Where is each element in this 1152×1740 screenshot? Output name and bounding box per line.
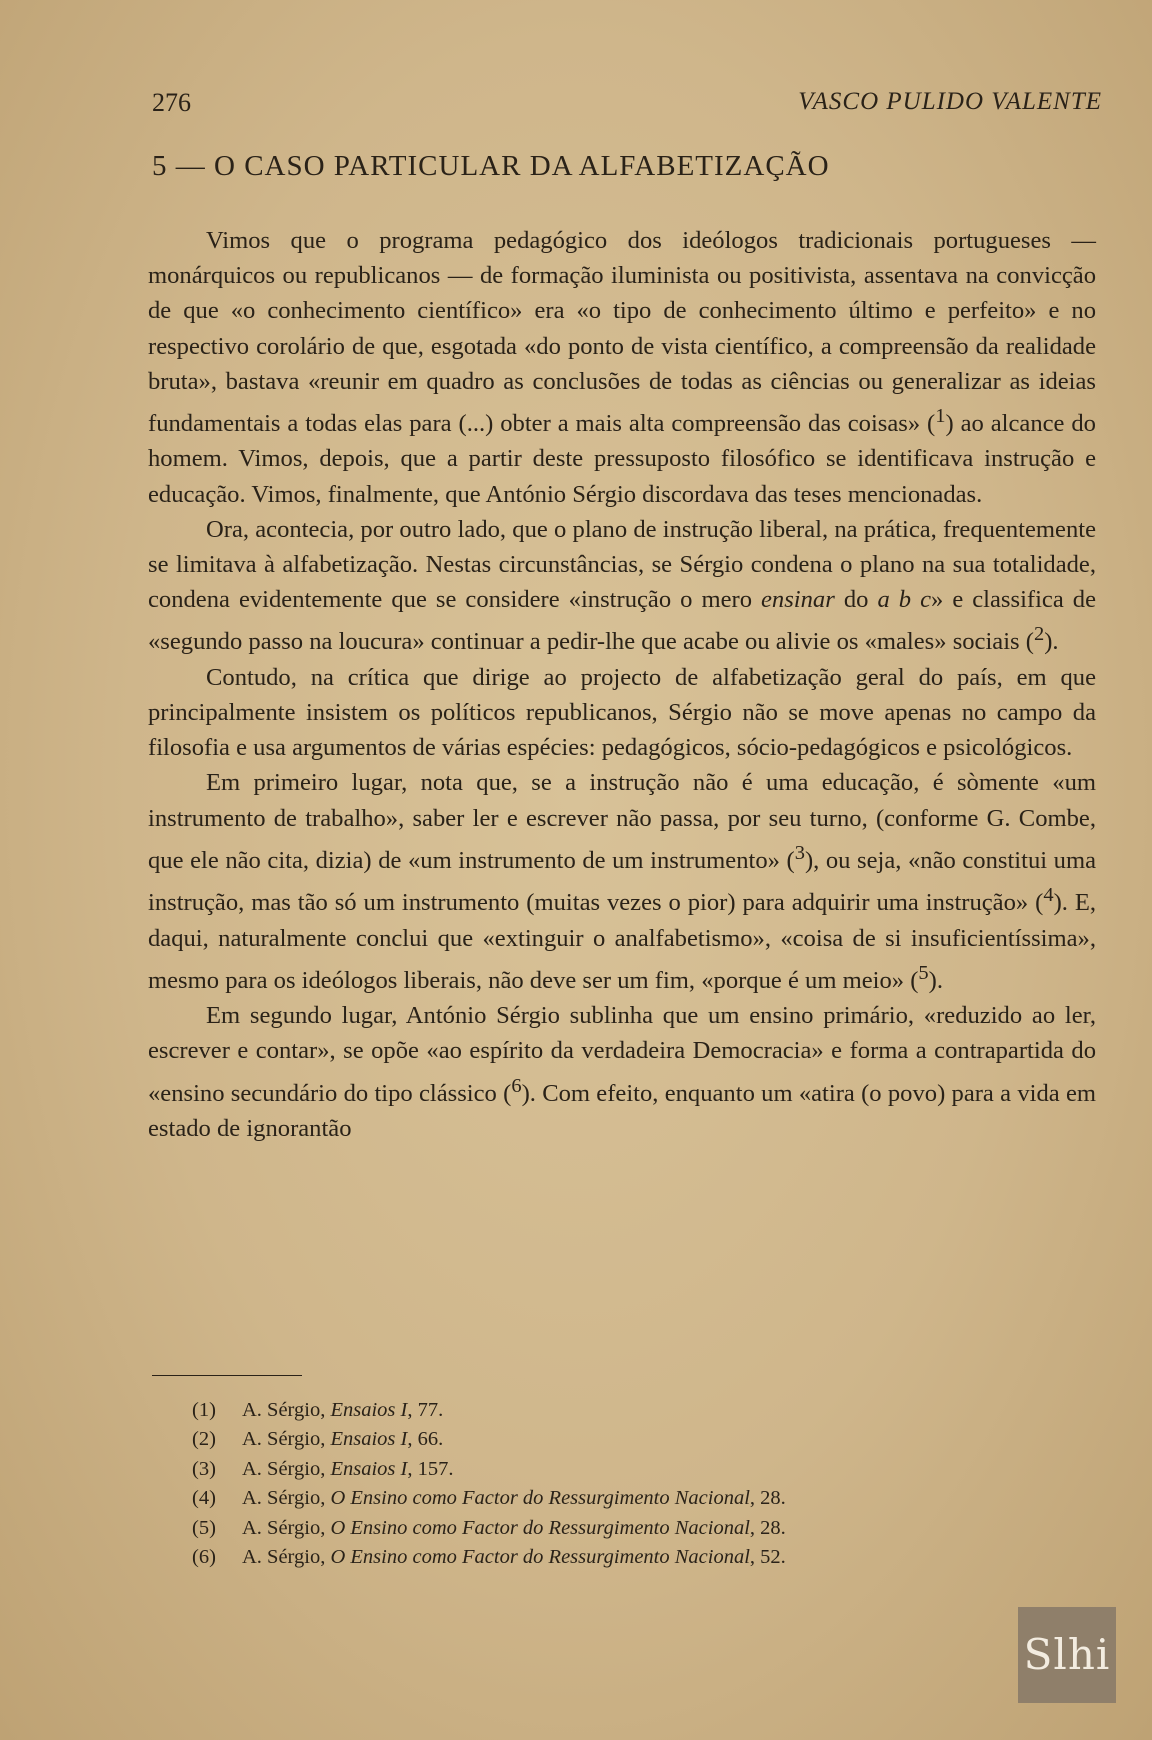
footnote-number: (2) bbox=[192, 1428, 216, 1451]
footnote-number: (1) bbox=[192, 1399, 216, 1421]
footnote bbox=[192, 1514, 952, 1543]
footnote-divider bbox=[152, 1375, 302, 1376]
footnote-text: A. Sérgio, O Ensino como Factor do Ressurgimento Nacional, 52. bbox=[242, 1546, 786, 1569]
paragraph: Vimos que o programa pedagógico dos ideólogos tradicionais portugueses — monárquicos ou republicanos — de formação iluminista ou positivista, assentava na convicção de que «o conhecimento científico» era «o tipo de conhecimento último e perfeito» e no respectivo corolário de que, esgotada «do ponto de vista científico, a compreensão da realidade bruta», bastava «reunir em quadro as conclusões de todas as ciências ou generalizar as ideias fundamentais a todas elas para (...) obter a mais alta compreensão das coisas» ($^1$) ao alcance do homem. Vimos, depois, que a partir deste pressuposto filosófico se identificava instrução e educação. Vimos, finalmente, que António Sérgio discordava das teses mencionadas. bbox=[148, 227, 1096, 508]
page-header bbox=[152, 88, 1102, 128]
footnote-number: (3) bbox=[192, 1457, 216, 1480]
footnote-text: A. Sérgio, Ensaios I, 66. bbox=[242, 1428, 444, 1451]
footnote-text: A. Sérgio, O Ensino como Factor do Ressurgimento Nacional, 28. bbox=[242, 1516, 786, 1539]
running-head: VASCO PULIDO VALENTE bbox=[798, 88, 1102, 115]
footnote-text: A. Sérgio, Ensaios I, 77. bbox=[242, 1399, 444, 1421]
footnote bbox=[192, 1543, 952, 1572]
section-title: 5 — O CASO PARTICULAR DA ALFABETIZAÇÃO bbox=[152, 150, 830, 182]
footnote-text: A. Sérgio, Ensaios I, 157. bbox=[242, 1457, 454, 1480]
footnote bbox=[192, 1396, 952, 1425]
paragraph: Contudo, na crítica que dirige ao projecto de alfabetização geral do país, em que principalmente insistem os políticos republicanos, Sérgio não se move apenas no campo da filosofia e usa argumentos de várias espécies: pedagógicos, sócio-pedagógicos e psicológicos. bbox=[148, 663, 1096, 762]
slhi-logo: Slhi bbox=[1018, 1607, 1116, 1703]
footnote-text: A. Sérgio, O Ensino como Factor do Ressurgimento Nacional, 28. bbox=[242, 1487, 786, 1510]
footnotes bbox=[192, 1396, 952, 1572]
footnote-number: (5) bbox=[192, 1516, 216, 1539]
page-number: 276 bbox=[152, 88, 191, 117]
footnote bbox=[192, 1455, 952, 1484]
footnote-number: (4) bbox=[192, 1487, 216, 1510]
body-text bbox=[148, 223, 1096, 1146]
footnote-number: (6) bbox=[192, 1546, 216, 1569]
paragraph: Ora, acontecia, por outro lado, que o plano de instrução liberal, na prática, frequentemente se limitava à alfabetização. Nestas circunstâncias, se Sérgio condena o plano na sua totalidade, condena evidentemente que se considere «instrução o mero ensinar do a b c» e classifica de «segundo passo na loucura» continuar a pedir-lhe que acabe ou alivie os «males» sociais ($^2$). bbox=[148, 515, 1096, 656]
footnote bbox=[192, 1425, 952, 1454]
paragraph: Em primeiro lugar, nota que, se a instrução não é uma educação, é sòmente «um instrumento de trabalho», saber ler e escrever não passa, por seu turno, (conforme G. Combe, que ele não cita, dizia) de «um instrumento de um instrumento» ($^3$), ou seja, «não constitui uma instrução, mas tão só um instrumento (muitas vezes o pior) para adquirir uma instrução» ($^4$). E, daqui, naturalmente conclui que «extinguir o analfabetismo», «coisa de si insuficientíssima», mesmo para os ideólogos liberais, não deve ser um fim, «porque é um meio» ($^5$). bbox=[148, 769, 1097, 994]
footnote bbox=[192, 1484, 952, 1513]
paragraph: Em segundo lugar, António Sérgio sublinha que um ensino primário, «reduzido ao ler, escrever e contar», se opõe «ao espírito da verdadeira Democracia» e forma a contrapartida do «ensino secundário do tipo clássico ($^6$). Com efeito, enquanto um «atira (o povo) para a vida em estado de ignorantão bbox=[148, 1002, 1096, 1142]
